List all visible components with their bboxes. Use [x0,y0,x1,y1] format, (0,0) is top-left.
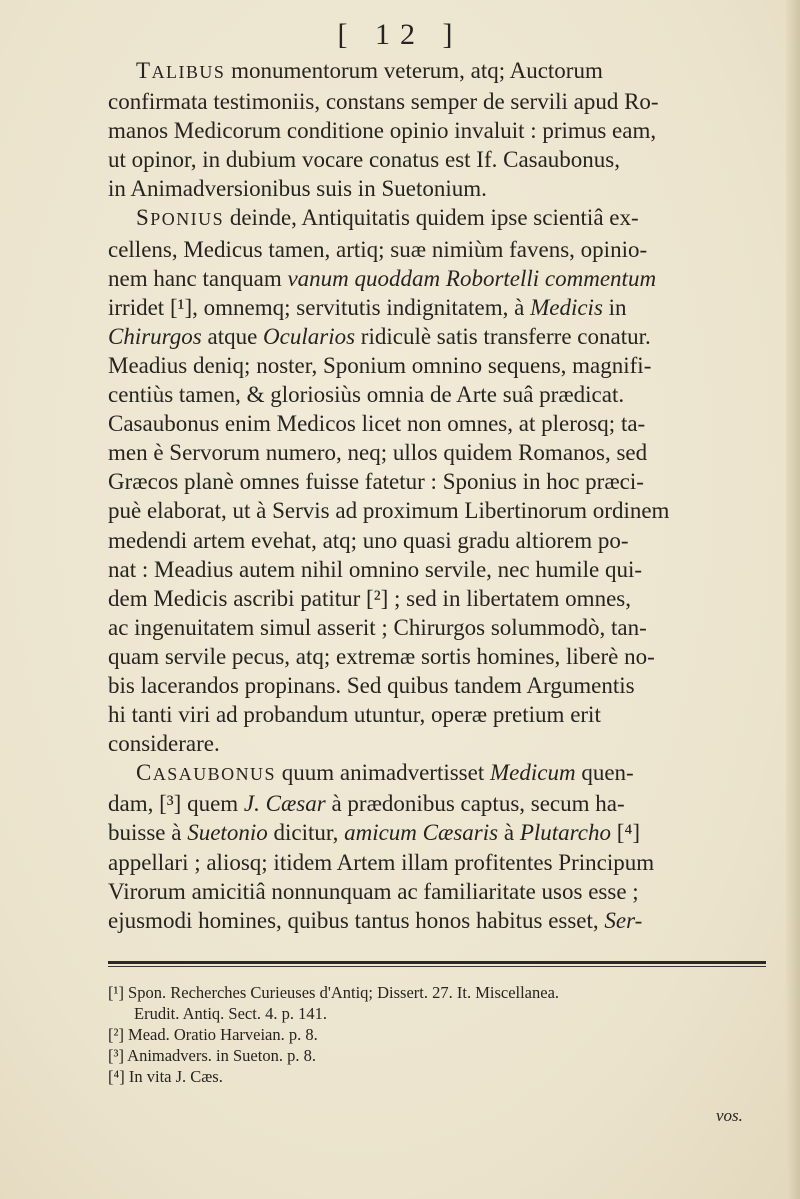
text-run: ridiculè satis transferre conatur. [355,323,651,349]
text-run: appellari ; aliosq; itidem Artem illam profitentes Principum [108,849,655,875]
text-line [108,174,766,203]
page-number: [ 12 ] [337,18,463,51]
footnotes [108,982,788,1087]
text-line [108,56,766,87]
text-run: Casaubonus enim Medicos licet non omnes, at plerosq; ta- [108,411,646,437]
text-line [108,380,766,409]
text-line [108,467,766,496]
text-run: [⁴] [610,820,641,846]
text-run: ejusmodi homines, quibus tantus honos habitus esset, [108,907,605,933]
text-run: monumentorum veterum, atq; Auctorum [225,58,603,83]
text-run: centiùs tamen, & gloriosiùs omnia de Arte suâ prædicat. [108,382,625,408]
italic-text: J. Cæsar [243,791,326,817]
footnote: [¹] Spon. Recherches Curieuses d'Antiq; Dissert. 27. It. Miscellanea. [108,983,560,1002]
text-line [108,613,766,642]
text-run: à prædonibus captus, secum ha- [325,791,625,817]
text-run: men è Servorum numero, neq; ullos quidem Romanos, sed [108,440,648,466]
catchword: vos. [716,1106,743,1125]
text-line [108,409,766,438]
text-line [108,789,766,818]
italic-text: Suetonio [187,820,268,846]
text-line [108,700,766,729]
text-run: dam, [³] quem [108,791,244,817]
italic-text: Chirurgos [108,323,202,349]
text-line [108,322,766,351]
text-run: dem Medicis ascribi patitur [²] ; sed in libertatem omnes, [108,585,631,611]
footnote: [³] Animadvers. in Sueton. p. 8. [108,1046,316,1065]
footnote: [⁴] In vita J. Cæs. [108,1067,223,1086]
text-line [108,496,766,525]
paragraph [108,203,766,758]
text-line [108,642,766,671]
text-run: bis lacerandos propinans. Sed quibus tandem Argumentis [108,672,635,698]
small-caps-word: CASAUBONUS [136,760,276,786]
text-run: dicitur, [267,820,345,846]
text-line [108,116,766,145]
text-run: in [602,294,627,320]
text-line [108,584,766,613]
text-line [108,87,766,116]
italic-text: Ocularios [263,323,356,349]
text-run: nem hanc tanquam [108,265,288,291]
text-line [108,906,766,935]
footnote-rule-thin [108,966,766,967]
text-line [108,758,766,789]
text-run: nat : Meadius autem nihil omnino servile, nec humile qui- [108,556,642,582]
paragraph [108,758,766,935]
text-line [108,235,766,264]
text-run: atque [201,323,264,349]
footnote: [²] Mead. Oratio Harveian. p. 8. [108,1025,318,1044]
paragraph [108,56,766,203]
main-text [108,56,766,935]
text-line [108,293,766,322]
text-run: quam servile pecus, atq; extremæ sortis homines, liberè no- [108,643,655,669]
text-line [108,203,766,234]
italic-text: vanum quoddam Robortelli commentum [287,265,657,291]
text-run: ac ingenuitatem simul asserit ; Chirurgos solummodò, tan- [108,614,647,640]
italic-text: Medicum [489,760,576,786]
text-run: medendi artem evehat, atq; uno quasi gradu altiorem po- [108,527,629,553]
italic-text: Medicis [530,294,603,320]
small-caps-word: TALIBUS [136,58,226,83]
text-run: Virorum amicitiâ nonnunquam ac familiaritate usos esse ; [108,878,639,904]
italic-text: Ser- [604,907,643,933]
italic-text: Plutarcho [519,820,611,846]
text-line [108,818,766,847]
text-run: confirmata testimoniis, constans semper de servili apud Ro- [108,89,659,115]
text-line [108,264,766,293]
text-run: manos Medicorum conditione opinio invaluit : primus eam, [108,118,657,144]
text-line [108,145,766,174]
text-line [108,671,766,700]
text-run: in Animadversionibus suis in Suetonium. [108,176,487,202]
text-run: hi tanti viri ad probandum utuntur, operæ pretium erit [108,702,601,728]
text-run: deinde, Antiquitatis quidem ipse scientiâ ex- [224,205,639,231]
text-line [108,526,766,555]
text-run: buisse à [108,820,188,846]
text-line [108,351,766,380]
text-run: ut opinor, in dubium vocare conatus est If. Casaubonus, [108,147,621,173]
text-run: quen- [575,760,634,786]
footnote: Erudit. Antiq. Sect. 4. p. 141. [134,1004,327,1023]
text-line [108,729,766,758]
text-run: irridet [¹], omnemq; servitutis indignitatem, à [108,294,531,320]
text-run: Græcos planè omnes fuisse fatetur : Sponius in hoc præci- [108,469,644,495]
text-run: Meadius deniq; noster, Sponium omnino sequens, magnifi- [108,352,652,378]
small-caps-word: SPONIUS [136,205,225,231]
text-run: à [498,820,520,846]
text-run: cellens, Medicus tamen, artiq; suæ nimiùm favens, opinio- [108,236,648,262]
text-line [108,438,766,467]
text-line [108,877,766,906]
footnote-rule [108,961,766,964]
page-edge [786,0,800,1199]
text-run: quum animadvertisset [275,760,490,786]
text-run: considerare. [108,731,220,757]
italic-text: amicum Cæsaris [344,820,499,846]
text-line [108,555,766,584]
text-run: puè elaborat, ut à Servis ad proximum Libertinorum ordinem [108,498,670,524]
text-line [108,848,766,877]
